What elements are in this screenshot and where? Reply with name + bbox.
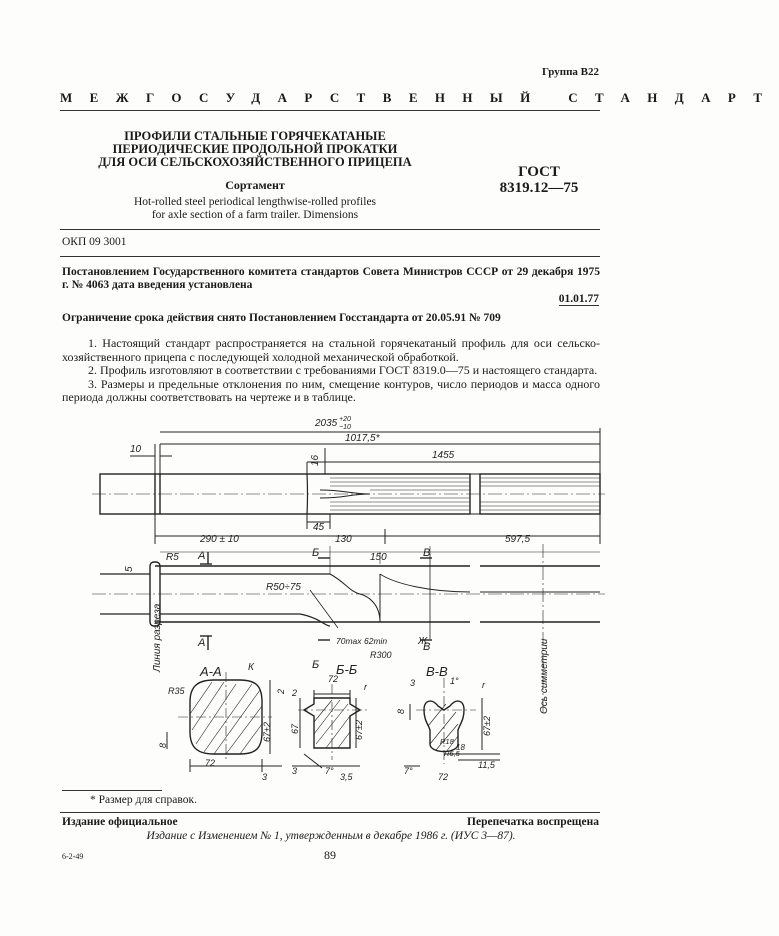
label-r35: R35 <box>168 686 185 696</box>
standard-banner: МЕЖГОСУДАРСТВЕННЫЙ СТАНДАРТ <box>60 90 779 105</box>
dim-2-bb: 2 <box>292 688 298 698</box>
dim-3-vv: 3 <box>410 678 416 688</box>
label-v-bottom: В <box>423 641 431 653</box>
label-r-bb: r <box>364 682 367 692</box>
okp-code: ОКП 09 3001 <box>62 236 127 248</box>
english-title-line: Hot-rolled steel periodical lengthwise-rolled profiles <box>133 196 377 208</box>
dim-7deg-bb: 7° <box>325 766 334 776</box>
dim-3: 3 <box>262 772 268 782</box>
label-b-top: Б <box>312 547 320 559</box>
label-cut-line: Линия разреза <box>152 603 163 672</box>
dim-72-vv: 72 <box>438 772 449 782</box>
footnote-divider <box>62 790 162 791</box>
paragraph-3: 3. Размеры и предельные отклонения по ним, смещение контуров, число периодов и масса одного периода должны соответствовать на чертеже и в таблице. <box>62 376 600 404</box>
edition-note: Издание с Изменением № 1, утвержденным в декабре 1986 г. (ИУС 3—87). <box>146 830 516 842</box>
label-k: К <box>248 662 254 673</box>
dim-8: 8 <box>158 742 168 748</box>
dim-18: 18 <box>456 743 465 752</box>
dim-5: 5 <box>124 566 135 572</box>
label-r300: R300 <box>370 650 392 660</box>
dim-597-5: 597,5 <box>505 534 531 545</box>
dim-130: 130 <box>335 534 352 545</box>
dim-72-bb: 72 <box>328 674 339 684</box>
label-b-bottom: Б <box>312 659 320 671</box>
dim-67-2: 67±2 <box>262 722 272 742</box>
print-code: 6-2-49 <box>62 852 84 861</box>
dim-2: 2 <box>276 688 286 694</box>
gost-designation <box>484 164 594 196</box>
reprint-notice: Перепечатка воспрещена <box>467 816 599 828</box>
label-v-top: В <box>423 547 431 559</box>
dim-67-bb: 67 <box>290 723 300 734</box>
dim-2035-tol-down: −10 <box>339 424 351 431</box>
section-bb-title: Б-Б <box>336 662 358 677</box>
dim-11-5: 11,5 <box>478 760 495 770</box>
dim-10: 10 <box>130 444 142 455</box>
dim-1017-5: 1017,5* <box>345 433 380 444</box>
section-aa-title: А-А <box>200 664 222 679</box>
paragraph-2: 2. Профиль изготовляют в соответствии с требованиями ГОСТ 8319.0—75 и настоящего стандарта. <box>88 363 598 377</box>
document-subtitle: Сортамент <box>225 178 285 192</box>
footnote: * Размер для справок. <box>90 794 197 806</box>
official-edition: Издание официальное <box>62 816 178 828</box>
dim-67-2-bb: 67±2 <box>354 720 364 740</box>
dim-2035: 2035 <box>315 418 338 429</box>
group-code: Группа В22 <box>541 66 599 78</box>
introduction-date: 01.01.77 <box>558 293 599 305</box>
dim-8-vv: 8 <box>396 708 406 714</box>
dim-1455: 1455 <box>432 450 455 461</box>
dim-45: 45 <box>313 522 325 533</box>
title-line: ПРОФИЛИ СТАЛЬНЫЕ ГОРЯЧЕКАТАНЫЕ <box>124 129 386 143</box>
profile-drawing <box>0 414 661 790</box>
footer-divider <box>60 812 600 813</box>
top-divider <box>60 110 600 111</box>
label-r18: R18 <box>440 737 454 746</box>
paragraph-1: 1. Настоящий стандарт распространяется на стальной горячекатаный профиль для оси сельско-хозяйственного прицепа с последующей холодной механической обработкой. <box>62 336 600 364</box>
okp-divider <box>60 229 600 230</box>
label-symmetry-axis: Ось симметрии <box>539 638 550 714</box>
dim-62min: 62min <box>364 636 388 646</box>
label-r-vv: r <box>482 680 485 690</box>
limit-note: Ограничение срока действия снято Постановлением Госстандарта от 20.05.91 № 709 <box>62 312 501 324</box>
gost-number: 8319.12—75 <box>499 180 579 196</box>
label-r50: R50÷75 <box>266 582 301 593</box>
decree-divider <box>60 256 600 257</box>
label-a-bottom: А <box>198 637 206 649</box>
dim-290: 290 ± 10 <box>200 534 239 545</box>
dim-72: 72 <box>205 758 216 768</box>
title-line: ПЕРИОДИЧЕСКИЕ ПРОДОЛЬНОЙ ПРОКАТКИ <box>112 142 398 156</box>
dim-1deg-vv: 1° <box>450 676 459 686</box>
english-title <box>90 196 420 222</box>
dim-150: 150 <box>370 552 387 563</box>
dim-3-bb: 3 <box>292 766 298 776</box>
label-r5: R5 <box>166 552 179 563</box>
dim-2035-tol-up: +20 <box>339 416 351 423</box>
dim-3-5-bb: 3,5 <box>340 772 353 782</box>
title-line: ДЛЯ ОСИ СЕЛЬСКОХОЗЯЙСТВЕННОГО ПРИЦЕПА <box>98 155 412 169</box>
dim-16: 16 <box>310 454 321 466</box>
section-vv-title: В-В <box>426 664 448 679</box>
dim-67-2-vv: 67±2 <box>482 716 492 736</box>
gost-label: ГОСТ <box>518 164 560 180</box>
body-text <box>62 337 600 405</box>
dim-7deg-vv: 7° <box>404 766 413 776</box>
label-r6-5: R6,5 <box>444 749 460 758</box>
english-title-line: for axle section of a farm trailer. Dimensions <box>151 209 359 221</box>
page-number: 89 <box>324 848 336 862</box>
label-zh: Ж <box>418 636 428 647</box>
label-a-top: А <box>198 550 206 562</box>
dim-70max: 70max <box>336 636 362 646</box>
decree-text: Постановлением Государственного комитета стандартов Совета Министров СССР от 29 декабря 1975 г. № 4063 дата введения установлена <box>62 266 600 291</box>
document-title <box>90 130 420 169</box>
